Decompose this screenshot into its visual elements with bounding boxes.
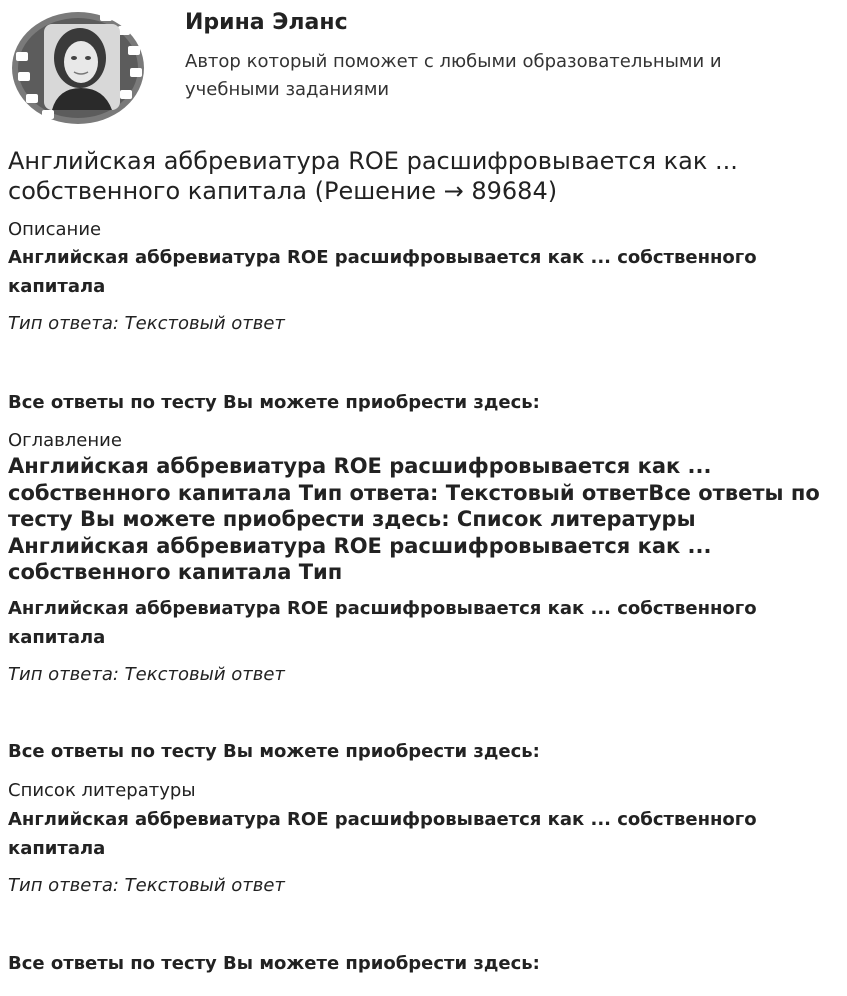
description-question: Английская аббревиатура ROE расшифровывается как ... собственного капитала: [8, 247, 757, 297]
description-label: Описание: [8, 219, 102, 240]
author-header: [0, 0, 847, 140]
literature-buy-link[interactable]: Все ответы по тесту Вы можете приобрести здесь:: [8, 953, 540, 974]
page-title: Английская аббревиатура ROE расшифровывается как ... собственного капитала (Решение → 89684): [8, 147, 738, 205]
author-description: Автор который поможет с любыми образовательными и учебными заданиями: [185, 51, 722, 100]
literature-answer-type: Тип ответа: Текстовый ответ: [8, 875, 285, 896]
author-avatar: [8, 6, 151, 128]
literature-question: Английская аббревиатура ROE расшифровывается как ... собственного капитала: [8, 809, 757, 859]
toc-label: Оглавление: [8, 430, 122, 451]
author-name[interactable]: Ирина Эланс: [185, 10, 348, 35]
description-answer-type: Тип ответа: Текстовый ответ: [8, 313, 285, 334]
description-buy-link[interactable]: Все ответы по тесту Вы можете приобрести здесь:: [8, 392, 540, 413]
toc-summary: Английская аббревиатура ROE расшифровывается как ... собственного капитала Тип ответа: Текстовый ответВсе ответы по тесту Вы можете приобрести здесь: Список литературы Английская аббревиатура ROE расшифровывается как ... собственного капитала Тип: [8, 454, 820, 584]
literature-label: Список литературы: [8, 780, 196, 801]
toc-answer-type: Тип ответа: Текстовый ответ: [8, 664, 285, 685]
toc-question: Английская аббревиатура ROE расшифровывается как ... собственного капитала: [8, 598, 757, 648]
toc-buy-link[interactable]: Все ответы по тесту Вы можете приобрести здесь:: [8, 741, 540, 762]
